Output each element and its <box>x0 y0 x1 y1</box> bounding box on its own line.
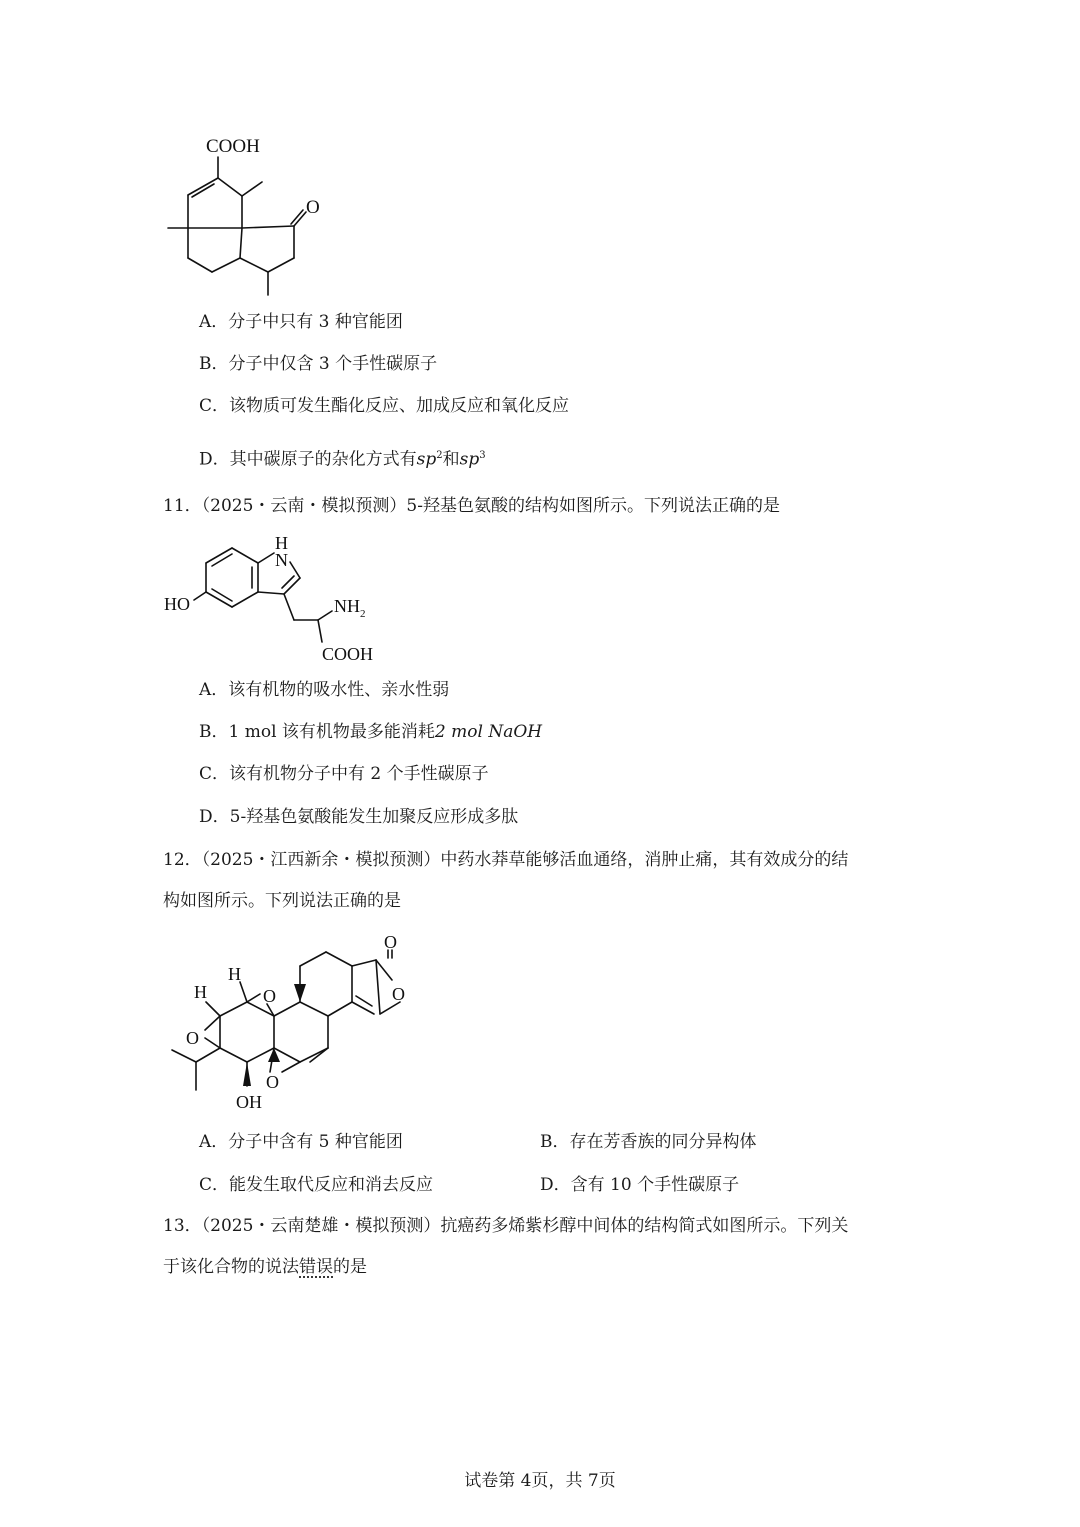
q10-option-b[interactable]: B．分子中仅含 3 个手性碳原子 <box>199 354 438 374</box>
q10-sp3: sp <box>459 449 480 470</box>
q11-nh-label: NH <box>334 596 360 616</box>
q11-nh2-label <box>334 596 366 620</box>
q13-emphasis-word: 错误 <box>299 1257 333 1277</box>
q10-option-d-and: 和 <box>442 449 460 470</box>
q12-oh-label: OH <box>236 1092 262 1112</box>
q10-cooh-label: COOH <box>206 136 260 157</box>
q10-ketone-o-label: O <box>306 197 320 218</box>
q10-sp2: sp <box>416 449 437 470</box>
q11-option-c[interactable]: C．该有机物分子中有 2 个手性碳原子 <box>199 764 489 784</box>
q12-lactone-o-label: O <box>392 984 405 1004</box>
q13-stem-line1: 13．（2025・云南楚雄・模拟预测）抗癌药多烯紫杉醇中间体的结构简式如图所示。下列关 <box>163 1216 849 1236</box>
q11-nh-subscript: 2 <box>360 608 366 620</box>
q11-h-label: H <box>275 533 288 553</box>
q11-ho-label: HO <box>164 594 190 614</box>
q13-stem-line2-end: 的是 <box>333 1257 367 1277</box>
page-footer: 试卷第 4页，共 7页 <box>464 1471 616 1491</box>
q12-option-a[interactable]: A．分子中含有 5 种官能团 <box>199 1132 403 1152</box>
q11-option-d[interactable]: D．5-羟基色氨酸能发生加聚反应形成多肽 <box>199 807 519 827</box>
q11-option-a[interactable]: A．该有机物的吸水性、亲水性弱 <box>199 680 450 700</box>
q10-option-d-text: D．其中碳原子的杂化方式有 <box>199 449 417 470</box>
q10-sp3-superscript: 3 <box>479 450 486 461</box>
q12-epoxide-o-top-label: O <box>263 986 276 1006</box>
q12-option-d[interactable]: D．含有 10 个手性碳原子 <box>540 1175 740 1195</box>
q12-carbonyl-o-label: O <box>384 932 397 952</box>
q12-stem-line2: 构如图所示。下列说法正确的是 <box>163 891 401 911</box>
q11-option-b[interactable] <box>199 721 542 743</box>
q13-stem-line2-text: 于该化合物的说法 <box>163 1257 299 1277</box>
q12-h1-label: H <box>228 964 241 984</box>
q12-stem-line1: 12．（2025・江西新余・模拟预测）中药水莽草能够活血通络，消肿止痛，其有效成分的结 <box>163 850 849 870</box>
q11-stem: 11．（2025・云南・模拟预测）5-羟基色氨酸的结构如图所示。下列说法正确的是 <box>163 496 780 516</box>
q12-h2-label: H <box>194 982 207 1002</box>
q12-epoxide-o-left-label: O <box>186 1028 199 1048</box>
q10-option-c[interactable]: C．该物质可发生酯化反应、加成反应和氧化反应 <box>199 396 570 416</box>
q10-option-a[interactable]: A．分子中只有 3 种官能团 <box>199 312 403 332</box>
q11-structure-diagram <box>160 528 390 668</box>
q12-structure-diagram <box>160 925 430 1115</box>
q10-sp2-superscript: 2 <box>436 450 443 461</box>
q13-stem-line2 <box>163 1256 367 1278</box>
q12-option-b[interactable]: B．存在芳香族的同分异构体 <box>540 1132 757 1152</box>
q11-option-b-text: B．1 mol 该有机物最多能消耗 <box>199 722 435 742</box>
q12-epoxide-o-bottom-label: O <box>266 1072 279 1092</box>
q11-cooh-label: COOH <box>322 644 374 664</box>
q10-option-d[interactable] <box>199 445 486 471</box>
q10-structure-diagram <box>160 128 360 303</box>
q11-n-label: N <box>275 550 288 570</box>
q11-option-b-italic: 2 mol NaOH <box>434 722 543 742</box>
q12-option-c[interactable]: C．能发生取代反应和消去反应 <box>199 1175 434 1195</box>
